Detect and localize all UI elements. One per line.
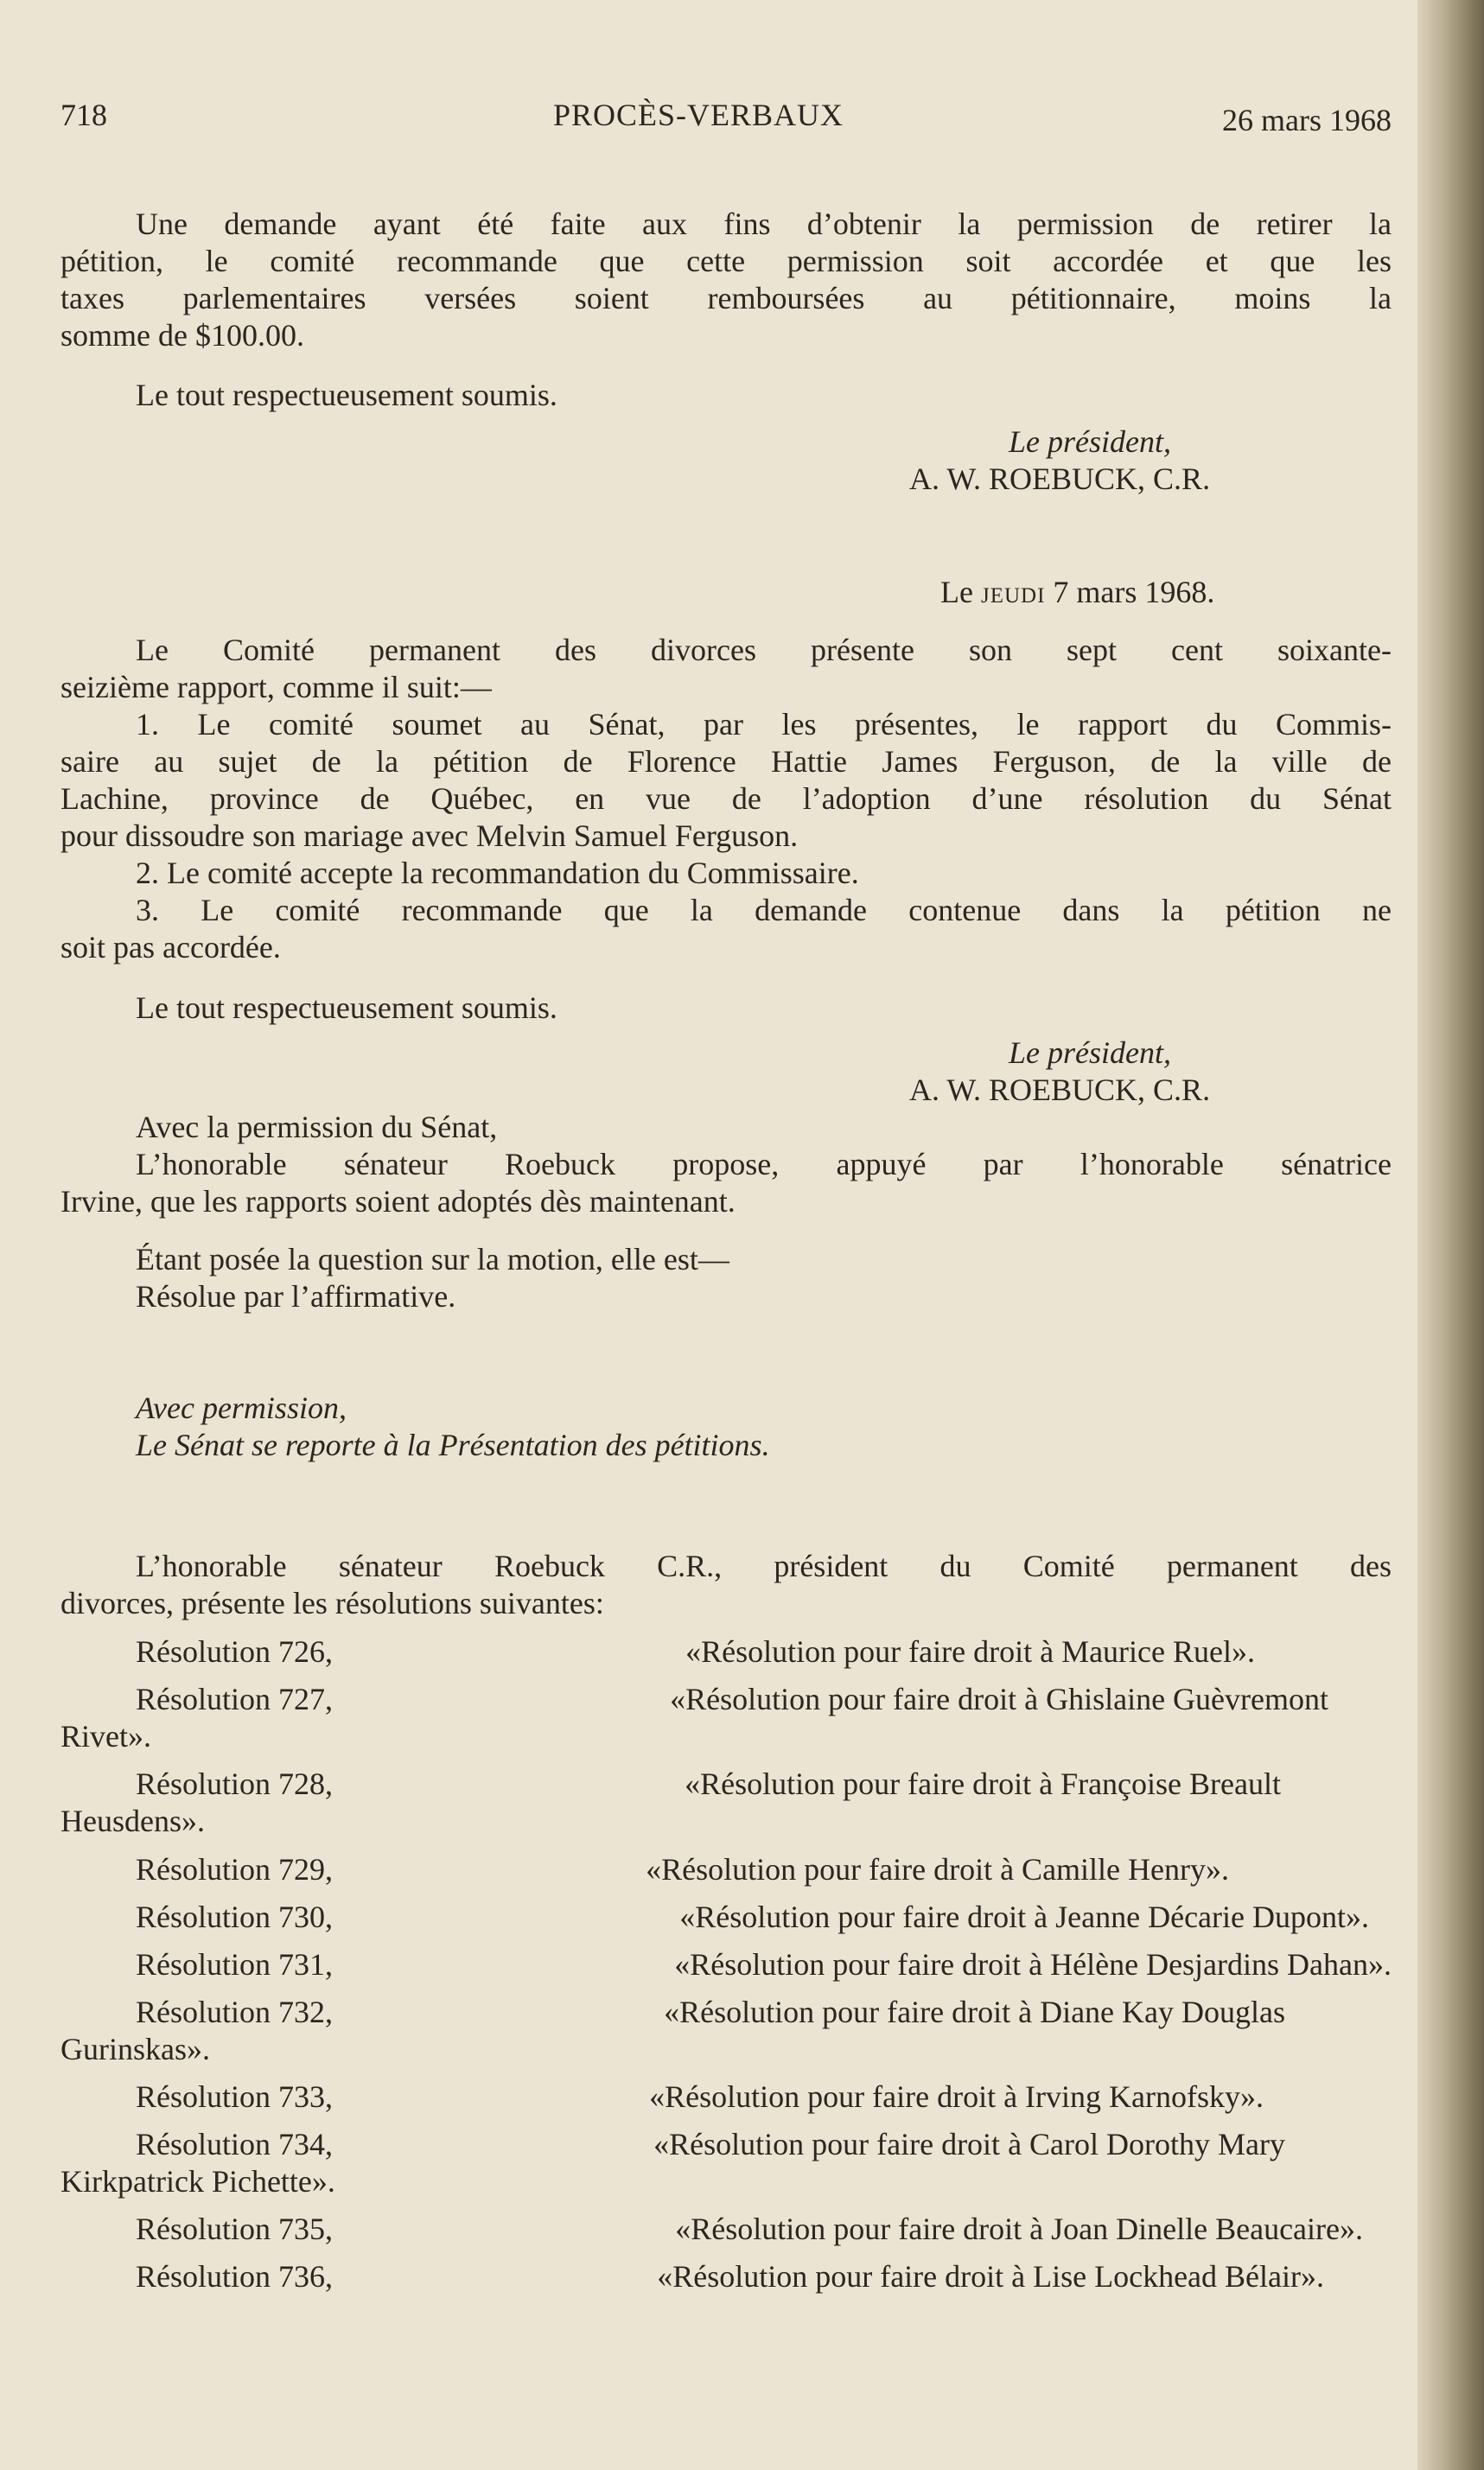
signature-name: A. W. ROEBUCK, C.R. bbox=[909, 462, 1211, 496]
text-line: pour dissoudre son mariage avec Melvin Samuel Ferguson. bbox=[61, 818, 799, 853]
text-line: seizième rapport, comme il suit:— bbox=[61, 670, 492, 704]
text-line: Avec la permission du Sénat, bbox=[136, 1110, 498, 1144]
signature-title: Le président, bbox=[1009, 1035, 1171, 1070]
resolution-item: Résolution 736, «Résolution pour faire droit à Lise Lockhead Bélair». bbox=[136, 2259, 1324, 2294]
text-line: Avec permission, bbox=[136, 1391, 347, 1425]
header-date: 26 mars 1968 bbox=[1222, 103, 1392, 137]
submitted-line: Le tout respectueusement soumis. bbox=[136, 378, 557, 412]
resolution-item: Résolution 732, «Résolution pour faire droit à Diane Kay Douglas Gurinskas». bbox=[61, 1995, 1285, 2066]
text-line: Le Sénat se reporte à la Présentation des pétitions. bbox=[136, 1428, 770, 1462]
resolution-item: Résolution 727, «Résolution pour faire droit à Ghislaine Guèvremont Rivet». bbox=[61, 1682, 1328, 1754]
text-line: taxes parlementaires versées soient remboursées au pétitionnaire, moins la bbox=[61, 281, 1392, 315]
text-line: Étant posée la question sur la motion, elle est— bbox=[136, 1242, 729, 1276]
text-line: Le Comité permanent des divorces présente son sept cent soixante- bbox=[136, 633, 1392, 667]
resolution-item: Résolution 731, «Résolution pour faire droit à Hélène Desjardins Dahan». bbox=[136, 1947, 1392, 1982]
signature-title: Le président, bbox=[1009, 424, 1171, 459]
text-line: Une demande ayant été faite aux fins d’obtenir la permission de retirer la bbox=[136, 207, 1392, 241]
running-header bbox=[61, 97, 1392, 140]
text-line: soit pas accordée. bbox=[61, 930, 281, 964]
text-line: somme de $100.00. bbox=[61, 318, 304, 353]
text-line: L’honorable sénateur Roebuck propose, appuyé par l’honorable sénatrice bbox=[136, 1147, 1392, 1181]
report-date: Le jeudi 7 mars 1968. bbox=[940, 575, 1215, 609]
submitted-line: Le tout respectueusement soumis. bbox=[136, 990, 557, 1025]
running-title: PROCÈS-VERBAUX bbox=[553, 98, 844, 132]
resolution-item: Résolution 734, «Résolution pour faire droit à Carol Dorothy Mary Kirkpatrick Pichette». bbox=[61, 2127, 1285, 2199]
resolution-item: Résolution 733, «Résolution pour faire droit à Irving Karnofsky». bbox=[136, 2079, 1264, 2114]
text-line: divorces, présente les résolutions suivantes: bbox=[61, 1586, 604, 1620]
text-line: 1. Le comité soumet au Sénat, par les présentes, le rapport du Commis- bbox=[136, 707, 1392, 742]
resolution-item: Résolution 735, «Résolution pour faire droit à Joan Dinelle Beaucaire». bbox=[136, 2212, 1363, 2246]
text-line: Résolue par l’affirmative. bbox=[136, 1279, 456, 1314]
resolution-item: Résolution 730, «Résolution pour faire droit à Jeanne Décarie Dupont». bbox=[136, 1900, 1369, 1934]
book-spine-edge bbox=[1417, 0, 1484, 2470]
text-line: saire au sujet de la pétition de Florence Hattie James Ferguson, de la ville de bbox=[61, 744, 1392, 779]
text-line: Lachine, province de Québec, en vue de l’adoption d’une résolution du Sénat bbox=[61, 781, 1392, 816]
text-line: 2. Le comité accepte la recommandation du Commissaire. bbox=[136, 856, 859, 890]
text-line: L’honorable sénateur Roebuck C.R., président du Comité permanent des bbox=[136, 1549, 1392, 1583]
resolution-item: Résolution 728, «Résolution pour faire droit à Françoise Breault Heusdens». bbox=[61, 1767, 1281, 1838]
resolution-item: Résolution 726, «Résolution pour faire droit à Maurice Ruel». bbox=[136, 1634, 1255, 1669]
resolution-item: Résolution 729, «Résolution pour faire droit à Camille Henry». bbox=[136, 1852, 1229, 1887]
text-line: pétition, le comité recommande que cette permission soit accordée et que les bbox=[61, 244, 1392, 278]
text-line: Irvine, que les rapports soient adoptés dès maintenant. bbox=[61, 1184, 736, 1219]
page-number: 718 bbox=[61, 98, 107, 132]
signature-name: A. W. ROEBUCK, C.R. bbox=[909, 1073, 1211, 1107]
text-line: 3. Le comité recommande que la demande contenue dans la pétition ne bbox=[136, 893, 1392, 927]
